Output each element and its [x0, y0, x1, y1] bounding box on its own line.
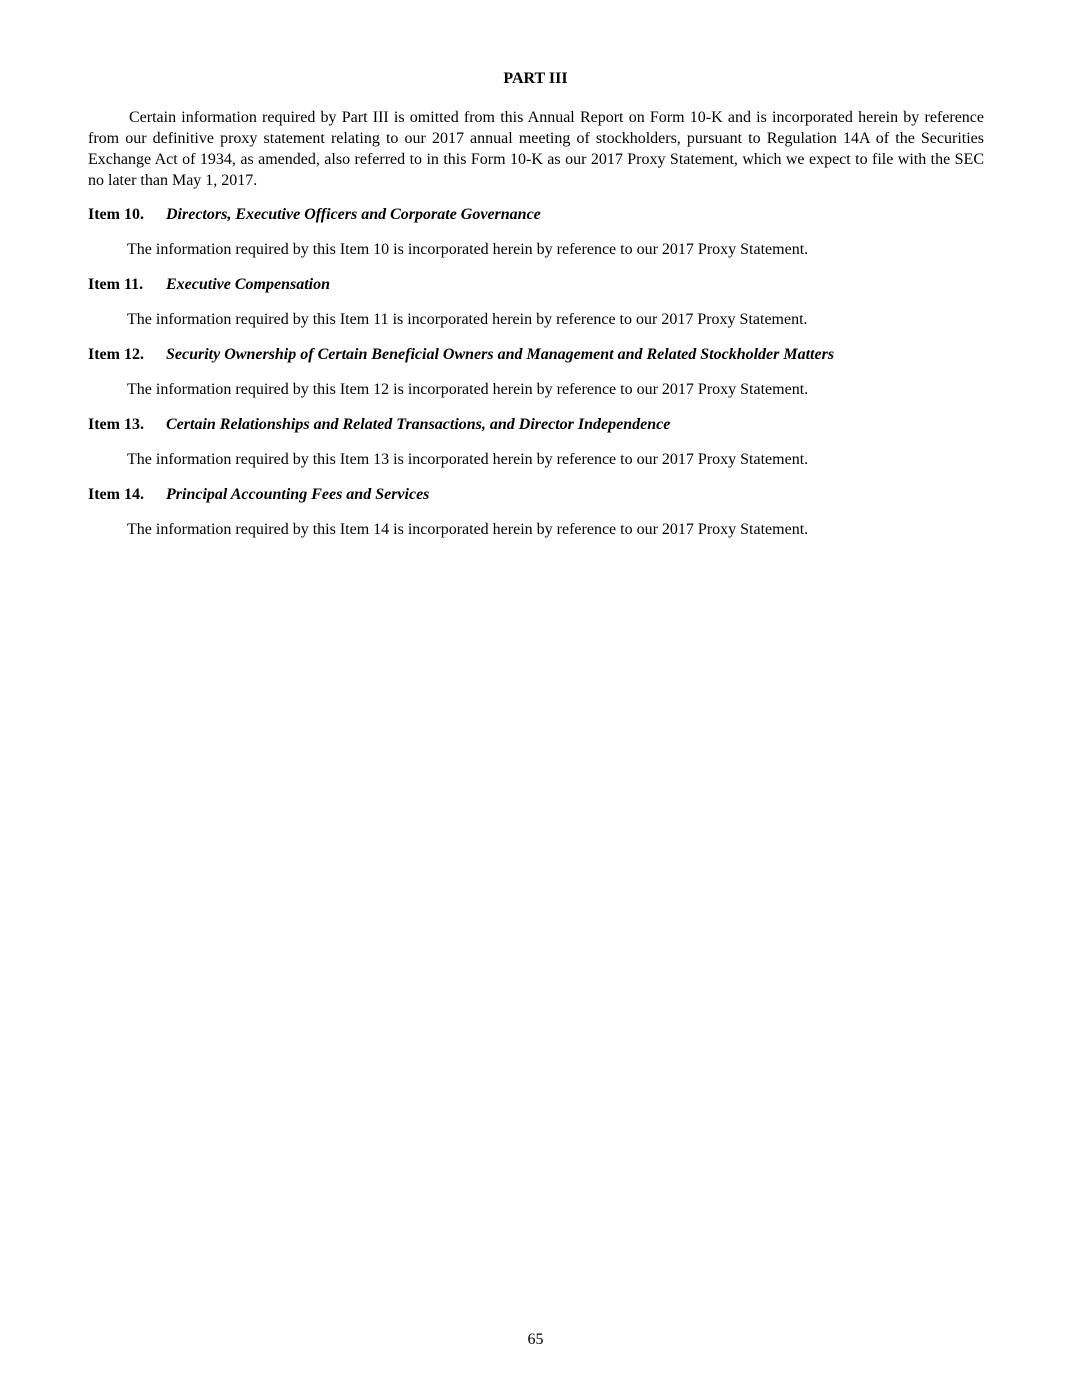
item-number: Item 14.	[88, 486, 144, 503]
part-title: PART III	[503, 70, 568, 87]
item-13-body: The information required by this Item 13 is incorporated herein by reference to our 2017 Proxy Statement.	[127, 451, 809, 468]
intro-paragraph: Certain information required by Part III is omitted from this Annual Report on Form 10-K and is incorporated herein by reference from our definitive proxy statement relating to our 2017 annual meeting of stockholders, pursuant to Regulation 14A of the Securities Exchange Act of 1934, as amended, also referred to in this Form 10-K as our 2017 Proxy Statement, which we expect to file with the SEC no later than May 1, 2017.	[88, 109, 984, 189]
item-13-heading	[88, 415, 670, 435]
item-10-heading	[88, 205, 541, 225]
item-14-body: The information required by this Item 14 is incorporated herein by reference to our 2017 Proxy Statement.	[127, 521, 809, 538]
item-title: Security Ownership of Certain Beneficial Owners and Management and Related Stockholder Matters	[166, 346, 835, 363]
item-11-heading	[88, 275, 330, 295]
item-number: Item 12.	[88, 346, 144, 363]
item-14-heading	[88, 485, 429, 505]
item-number: Item 13.	[88, 416, 144, 433]
item-number: Item 10.	[88, 206, 144, 223]
page-number: 65	[527, 1331, 544, 1348]
item-12-heading	[88, 345, 834, 365]
item-12-body: The information required by this Item 12 is incorporated herein by reference to our 2017 Proxy Statement.	[127, 381, 809, 398]
item-number: Item 11.	[88, 276, 144, 293]
item-title: Directors, Executive Officers and Corporate Governance	[166, 206, 541, 223]
item-title: Principal Accounting Fees and Services	[166, 486, 430, 503]
item-title: Executive Compensation	[166, 276, 330, 293]
item-10-body: The information required by this Item 10 is incorporated herein by reference to our 2017 Proxy Statement.	[127, 241, 809, 258]
item-title: Certain Relationships and Related Transactions, and Director Independence	[166, 416, 671, 433]
item-11-body: The information required by this Item 11 is incorporated herein by reference to our 2017 Proxy Statement.	[127, 311, 808, 328]
